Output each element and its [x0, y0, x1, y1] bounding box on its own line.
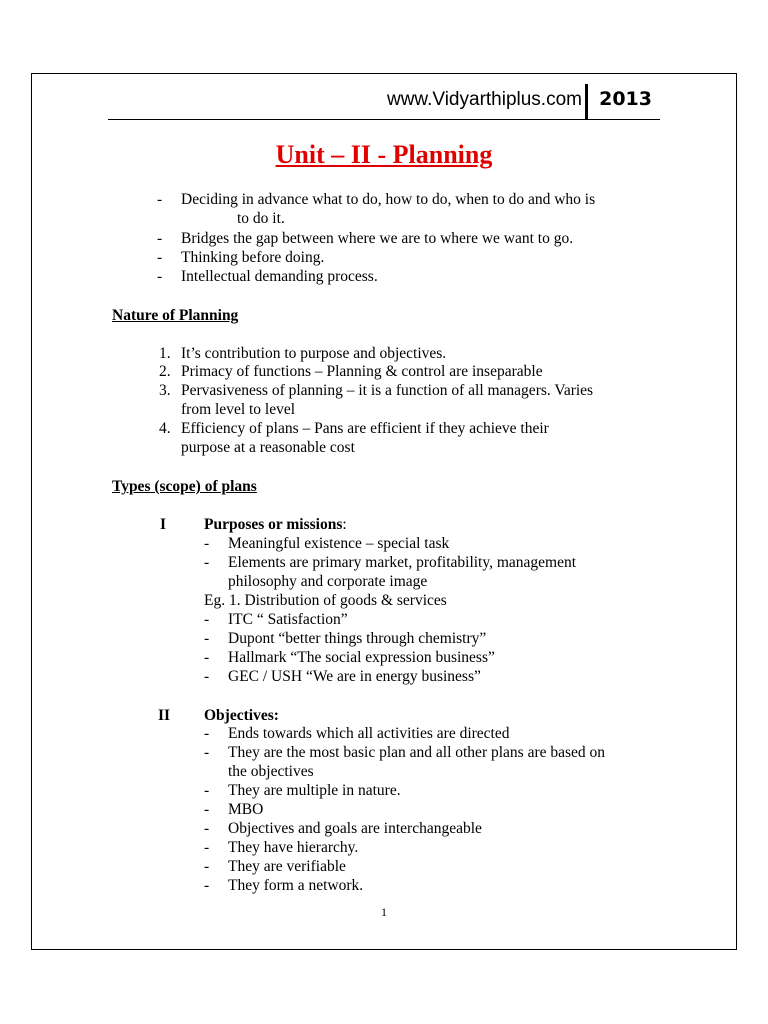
header-year: 2013	[599, 88, 652, 110]
dash: -	[204, 877, 210, 894]
list-number: 4.	[159, 420, 171, 437]
intro-line: Bridges the gap between where we are to where we want to go.	[181, 230, 574, 247]
intro-line: Intellectual demanding process.	[181, 268, 378, 285]
dash: -	[204, 782, 210, 799]
dash: -	[204, 858, 210, 875]
list-item: ITC “ Satisfaction”	[228, 611, 348, 628]
section-heading-types: Types (scope) of plans	[112, 478, 257, 495]
list-item: They are verifiable	[228, 858, 346, 875]
roman-numeral: I	[160, 516, 167, 533]
dash: -	[204, 554, 210, 571]
dash: -	[204, 744, 210, 761]
list-item: philosophy and corporate image	[228, 573, 428, 590]
dash: -	[204, 649, 210, 666]
site-url: www.Vidyarthiplus.com	[386, 89, 582, 110]
list-number: 1.	[159, 345, 171, 362]
dash: -	[204, 630, 210, 647]
list-item: Primacy of functions – Planning & control are inseparable	[181, 363, 543, 380]
list-item: the objectives	[228, 763, 314, 780]
list-item: from level to level	[181, 401, 296, 418]
list-number: 2.	[159, 363, 171, 380]
subsection-title: Purposes or missions:	[204, 516, 347, 533]
subsection-title: Objectives:	[204, 707, 279, 724]
page-number: 1	[381, 905, 387, 919]
header-rule	[108, 119, 660, 120]
list-item: GEC / USH “We are in energy business”	[228, 668, 481, 685]
dash: -	[157, 249, 163, 266]
list-item: They are the most basic plan and all other plans are based on	[228, 744, 606, 761]
list-item: purpose at a reasonable cost	[181, 439, 355, 456]
dash: -	[204, 801, 210, 818]
list-item: Meaningful existence – special task	[228, 535, 450, 552]
list-item: They are multiple in nature.	[228, 782, 401, 799]
dash: -	[204, 839, 210, 856]
list-item: Hallmark “The social expression business”	[228, 649, 495, 666]
dash: -	[157, 230, 163, 247]
list-item: Dupont “better things through chemistry”	[228, 630, 487, 647]
list-number: 3.	[159, 382, 171, 399]
intro-line: Thinking before doing.	[181, 249, 325, 266]
list-item: Pervasiveness of planning – it is a function of all managers. Varies	[181, 382, 594, 399]
list-item: Eg. 1. Distribution of goods & services	[204, 592, 447, 609]
list-item: They form a network.	[228, 877, 364, 894]
dash: -	[204, 820, 210, 837]
dash: -	[204, 535, 210, 552]
list-item: Efficiency of plans – Pans are efficient if they achieve their	[181, 420, 549, 437]
list-item: Ends towards which all activities are directed	[228, 725, 510, 742]
dash: -	[204, 668, 210, 685]
dash: -	[204, 611, 210, 628]
list-item: They have hierarchy.	[228, 839, 359, 856]
list-item: Objectives and goals are interchangeable	[228, 820, 482, 837]
page-title: Unit – II - Planning	[275, 140, 493, 169]
intro-line: Deciding in advance what to do, how to do, when to do and who is	[181, 191, 596, 208]
dash: -	[157, 268, 163, 285]
list-item: Elements are primary market, profitability, management	[228, 554, 577, 571]
page-header	[108, 84, 660, 120]
roman-numeral: II	[158, 707, 171, 724]
list-item: MBO	[228, 801, 264, 818]
intro-line: to do it.	[237, 210, 285, 227]
dash: -	[157, 191, 163, 208]
dash: -	[204, 725, 210, 742]
header-divider	[585, 84, 588, 120]
list-item: It’s contribution to purpose and objectives.	[181, 345, 447, 362]
section-heading-nature: Nature of Planning	[112, 307, 239, 324]
